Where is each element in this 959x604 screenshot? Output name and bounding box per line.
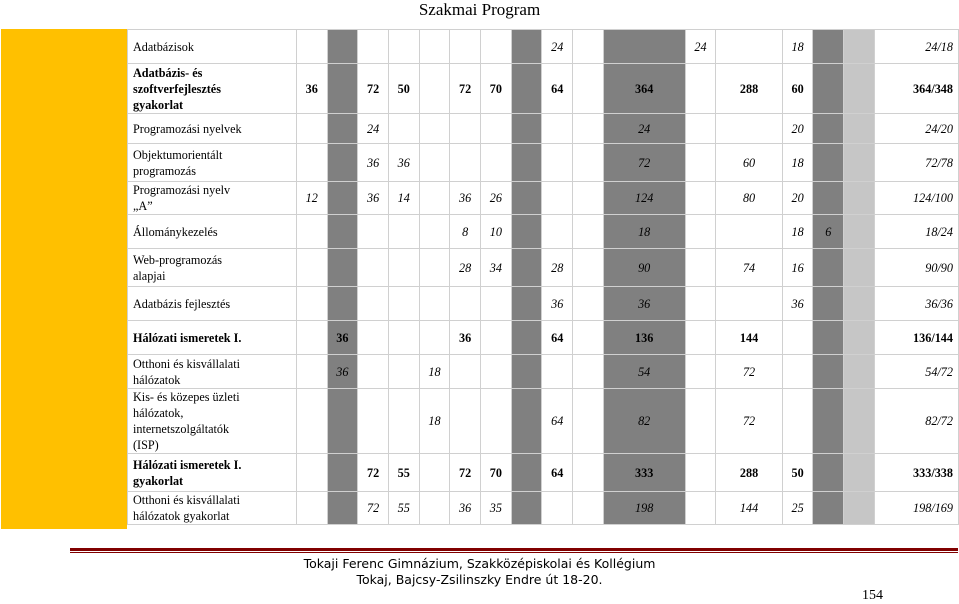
subject-name — [128, 287, 297, 321]
hours-cell — [685, 389, 716, 454]
hours-cell: 18 — [419, 389, 450, 454]
hours-cell: 136 — [603, 321, 685, 355]
subject-name — [128, 64, 297, 114]
hours-cell: 36 — [542, 287, 573, 321]
subject-name-line: „A” — [133, 199, 153, 213]
hours-cell — [813, 355, 844, 389]
hours-cell — [813, 144, 844, 182]
subject-name-line: internetszolgáltatók — [133, 422, 230, 436]
hours-cell: 18 — [603, 215, 685, 249]
hours-cell — [388, 355, 419, 389]
hours-cell — [685, 249, 716, 287]
hours-cell: 55 — [388, 492, 419, 525]
hours-cell: 72 — [358, 492, 389, 525]
hours-cell: 20 — [782, 114, 813, 144]
hours-cell — [685, 114, 716, 144]
hours-cell: 74 — [716, 249, 783, 287]
hours-cell — [542, 114, 573, 144]
hours-cell — [813, 492, 844, 525]
hours-cell — [573, 64, 604, 114]
subject-name — [128, 30, 297, 64]
hours-cell — [542, 144, 573, 182]
hours-cell — [296, 321, 327, 355]
hours-cell — [685, 355, 716, 389]
hours-cell — [716, 287, 783, 321]
hours-cell — [573, 492, 604, 525]
hours-cell: 26 — [480, 182, 511, 215]
hours-cell — [296, 144, 327, 182]
hours-cell — [685, 144, 716, 182]
hours-cell: 70 — [480, 64, 511, 114]
subject-name-line: Otthoni és kisvállalati — [133, 493, 240, 507]
subject-name-line: Web-programozás — [133, 252, 223, 267]
hours-cell: 18 — [419, 355, 450, 389]
page-number: 154 — [862, 588, 883, 603]
hours-cell: 8 — [450, 215, 481, 249]
footer-rule — [70, 548, 958, 551]
hours-cell: 14 — [388, 182, 419, 215]
hours-cell — [573, 355, 604, 389]
hours-cell: 72 — [450, 64, 481, 114]
hours-cell — [511, 454, 542, 492]
hours-cell — [716, 215, 783, 249]
hours-cell — [388, 287, 419, 321]
hours-cell: 72 — [450, 454, 481, 492]
hours-cell — [511, 492, 542, 525]
total-cell: 24/20 — [874, 114, 958, 144]
hours-cell: 144 — [716, 321, 783, 355]
hours-cell — [573, 249, 604, 287]
hours-cell — [419, 114, 450, 144]
hours-cell — [844, 64, 875, 114]
hours-cell: 25 — [782, 492, 813, 525]
hours-cell — [782, 355, 813, 389]
hours-cell — [813, 389, 844, 454]
total-cell: 198/169 — [874, 492, 958, 525]
hours-cell — [542, 355, 573, 389]
hours-cell — [358, 30, 389, 64]
hours-cell — [480, 114, 511, 144]
table-row — [128, 321, 959, 355]
hours-cell — [511, 389, 542, 454]
hours-cell — [844, 321, 875, 355]
hours-cell: 36 — [388, 144, 419, 182]
hours-cell — [685, 492, 716, 525]
hours-cell — [388, 114, 419, 144]
hours-cell — [685, 64, 716, 114]
hours-cell — [450, 389, 481, 454]
hours-cell: 24 — [685, 30, 716, 64]
hours-cell — [358, 249, 389, 287]
hours-cell — [813, 64, 844, 114]
hours-cell — [419, 182, 450, 215]
hours-cell — [419, 64, 450, 114]
subject-name-line: Otthoni és kisvállalati — [133, 356, 240, 371]
hours-cell — [419, 321, 450, 355]
subject-name-line: Hálózati ismeretek I. — [133, 330, 242, 345]
hours-cell — [480, 144, 511, 182]
hours-cell — [813, 30, 844, 64]
hours-cell — [573, 144, 604, 182]
hours-cell: 36 — [358, 144, 389, 182]
hours-cell: 54 — [603, 355, 685, 389]
hours-cell: 82 — [603, 389, 685, 454]
hours-cell: 36 — [327, 321, 358, 355]
hours-cell: 16 — [782, 249, 813, 287]
hours-cell — [844, 144, 875, 182]
hours-cell — [419, 30, 450, 64]
hours-cell — [573, 454, 604, 492]
total-cell: 72/78 — [874, 144, 958, 182]
footer-address: Tokaj, Bajcsy-Zsilinszky Endre út 18-20. — [356, 572, 603, 587]
hours-cell: 72 — [358, 454, 389, 492]
hours-cell — [327, 114, 358, 144]
hours-cell — [603, 30, 685, 64]
hours-cell — [573, 30, 604, 64]
hours-cell: 64 — [542, 64, 573, 114]
hours-cell — [327, 389, 358, 454]
hours-cell — [296, 492, 327, 525]
hours-cell — [511, 249, 542, 287]
hours-cell — [450, 114, 481, 144]
hours-cell — [419, 454, 450, 492]
hours-cell — [782, 321, 813, 355]
hours-cell — [716, 114, 783, 144]
hours-cell — [511, 355, 542, 389]
subject-name-line: Programozási nyelvek — [133, 121, 242, 136]
hours-cell: 36 — [296, 64, 327, 114]
hours-cell: 72 — [716, 389, 783, 454]
hours-cell — [480, 30, 511, 64]
hours-cell — [450, 144, 481, 182]
hours-cell — [782, 389, 813, 454]
hours-cell — [327, 144, 358, 182]
total-cell: 36/36 — [874, 287, 958, 321]
hours-cell — [327, 492, 358, 525]
total-cell: 90/90 — [874, 249, 958, 287]
hours-cell: 36 — [450, 492, 481, 525]
table-row — [128, 287, 959, 321]
hours-cell — [573, 114, 604, 144]
hours-cell: 364 — [603, 64, 685, 114]
hours-cell — [388, 389, 419, 454]
hours-cell — [511, 215, 542, 249]
hours-cell — [844, 389, 875, 454]
hours-cell: 60 — [782, 64, 813, 114]
hours-cell — [296, 355, 327, 389]
hours-cell — [844, 215, 875, 249]
hours-cell: 64 — [542, 321, 573, 355]
subject-name-line: Állománykezelés — [133, 224, 218, 239]
page-title: Szakmai Program — [418, 0, 541, 19]
hours-cell — [511, 30, 542, 64]
subject-name — [128, 144, 297, 182]
subject-name-line: szoftverfejlesztés — [133, 81, 221, 96]
hours-cell — [716, 30, 783, 64]
hours-cell — [327, 249, 358, 287]
hours-cell — [419, 249, 450, 287]
hours-cell: 10 — [480, 215, 511, 249]
hours-cell — [388, 321, 419, 355]
table-row — [128, 182, 959, 215]
hours-cell — [844, 30, 875, 64]
subject-name-line: hálózatok gyakorlat — [133, 509, 230, 523]
hours-cell — [327, 287, 358, 321]
hours-cell: 50 — [782, 454, 813, 492]
subject-name-line: alapjai — [133, 268, 166, 283]
hours-cell: 70 — [480, 454, 511, 492]
hours-cell — [685, 182, 716, 215]
subject-name-line: Adatbázis- és — [133, 65, 203, 80]
hours-cell: 24 — [358, 114, 389, 144]
hours-cell — [844, 249, 875, 287]
hours-cell — [511, 182, 542, 215]
hours-cell — [327, 64, 358, 114]
hours-cell — [296, 249, 327, 287]
hours-cell: 55 — [388, 454, 419, 492]
table-row — [128, 389, 959, 454]
subject-name-line: Programozási nyelv — [133, 183, 231, 197]
subject-name-line: Adatbázis fejlesztés — [133, 296, 231, 311]
hours-cell — [844, 114, 875, 144]
hours-cell — [844, 287, 875, 321]
hours-cell — [685, 287, 716, 321]
hours-cell: 64 — [542, 389, 573, 454]
hours-cell — [813, 454, 844, 492]
hours-cell — [813, 287, 844, 321]
curriculum-table — [127, 29, 959, 525]
table-row — [128, 64, 959, 114]
table-row — [128, 454, 959, 492]
subject-name-line: hálózatok, — [133, 406, 184, 420]
table-row — [128, 30, 959, 64]
hours-cell — [813, 114, 844, 144]
total-cell: 24/18 — [874, 30, 958, 64]
hours-cell — [388, 249, 419, 287]
hours-cell: 198 — [603, 492, 685, 525]
hours-cell — [480, 321, 511, 355]
hours-cell — [296, 30, 327, 64]
hours-cell — [358, 321, 389, 355]
hours-cell: 64 — [542, 454, 573, 492]
hours-cell: 12 — [296, 182, 327, 215]
subject-name — [128, 249, 297, 287]
hours-cell — [450, 30, 481, 64]
hours-cell — [480, 287, 511, 321]
hours-cell — [388, 30, 419, 64]
hours-cell — [844, 182, 875, 215]
hours-cell — [296, 287, 327, 321]
hours-cell: 35 — [480, 492, 511, 525]
total-cell: 54/72 — [874, 355, 958, 389]
hours-cell — [511, 287, 542, 321]
total-cell: 124/100 — [874, 182, 958, 215]
hours-cell: 72 — [603, 144, 685, 182]
hours-cell — [511, 144, 542, 182]
subject-name — [128, 114, 297, 144]
subject-name-line: programozás — [133, 163, 196, 178]
hours-cell — [573, 321, 604, 355]
hours-cell: 333 — [603, 454, 685, 492]
hours-cell — [358, 287, 389, 321]
hours-cell — [685, 454, 716, 492]
subject-name — [128, 389, 297, 454]
hours-cell: 24 — [603, 114, 685, 144]
hours-cell: 72 — [716, 355, 783, 389]
table-row — [128, 215, 959, 249]
hours-cell — [327, 454, 358, 492]
footer-rule-thin — [70, 552, 958, 553]
hours-cell: 124 — [603, 182, 685, 215]
hours-cell — [327, 215, 358, 249]
hours-cell: 36 — [782, 287, 813, 321]
hours-cell — [573, 287, 604, 321]
hours-cell: 36 — [358, 182, 389, 215]
total-cell: 136/144 — [874, 321, 958, 355]
subject-name — [128, 492, 297, 525]
hours-cell — [358, 215, 389, 249]
hours-cell — [542, 215, 573, 249]
hours-cell: 36 — [450, 321, 481, 355]
hours-cell — [327, 182, 358, 215]
yellow-sidebar — [1, 29, 127, 529]
subject-name — [128, 215, 297, 249]
hours-cell: 60 — [716, 144, 783, 182]
hours-cell: 288 — [716, 64, 783, 114]
hours-cell — [480, 389, 511, 454]
hours-cell — [813, 182, 844, 215]
table-row — [128, 355, 959, 389]
subject-name-line: (ISP) — [133, 438, 159, 452]
hours-cell — [296, 389, 327, 454]
table-body — [128, 30, 959, 525]
subject-name-line: Hálózati ismeretek I. — [133, 457, 242, 472]
subject-name-line: Adatbázisok — [133, 39, 194, 54]
total-cell: 364/348 — [874, 64, 958, 114]
hours-cell — [844, 454, 875, 492]
hours-cell — [327, 30, 358, 64]
hours-cell — [480, 355, 511, 389]
hours-cell: 90 — [603, 249, 685, 287]
subject-name-line: gyakorlat — [133, 97, 184, 112]
hours-cell: 36 — [603, 287, 685, 321]
hours-cell — [450, 355, 481, 389]
subject-name — [128, 182, 297, 215]
subject-name-line: Kis- és közepes üzleti — [133, 390, 240, 404]
hours-cell: 20 — [782, 182, 813, 215]
hours-cell — [573, 389, 604, 454]
hours-cell — [813, 249, 844, 287]
hours-cell: 24 — [542, 30, 573, 64]
hours-cell — [685, 321, 716, 355]
hours-cell: 18 — [782, 144, 813, 182]
hours-cell — [296, 454, 327, 492]
hours-cell: 80 — [716, 182, 783, 215]
hours-cell — [511, 114, 542, 144]
hours-cell — [419, 492, 450, 525]
total-cell: 333/338 — [874, 454, 958, 492]
hours-cell — [685, 215, 716, 249]
subject-name-line: hálózatok — [133, 372, 181, 387]
hours-cell: 72 — [358, 64, 389, 114]
hours-cell — [419, 287, 450, 321]
hours-cell — [844, 492, 875, 525]
hours-cell — [542, 492, 573, 525]
hours-cell — [511, 321, 542, 355]
hours-cell — [813, 321, 844, 355]
hours-cell — [419, 215, 450, 249]
subject-name-line: gyakorlat — [133, 473, 184, 488]
table-row — [128, 492, 959, 525]
hours-cell: 36 — [327, 355, 358, 389]
hours-cell — [542, 182, 573, 215]
hours-cell — [573, 215, 604, 249]
hours-cell: 144 — [716, 492, 783, 525]
hours-cell — [358, 355, 389, 389]
subject-name — [128, 454, 297, 492]
hours-cell — [358, 389, 389, 454]
hours-cell: 28 — [542, 249, 573, 287]
hours-cell: 18 — [782, 215, 813, 249]
total-cell: 18/24 — [874, 215, 958, 249]
table-row — [128, 114, 959, 144]
hours-cell — [511, 64, 542, 114]
hours-cell — [419, 144, 450, 182]
hours-cell: 36 — [450, 182, 481, 215]
total-cell: 82/72 — [874, 389, 958, 454]
hours-cell — [296, 114, 327, 144]
hours-cell: 34 — [480, 249, 511, 287]
hours-cell — [388, 215, 419, 249]
footer-school-name: Tokaji Ferenc Gimnázium, Szakközépiskolai és Kollégium — [303, 556, 656, 571]
hours-cell: 28 — [450, 249, 481, 287]
hours-cell — [844, 355, 875, 389]
hours-cell: 6 — [813, 215, 844, 249]
hours-cell: 50 — [388, 64, 419, 114]
hours-cell — [450, 287, 481, 321]
hours-cell: 288 — [716, 454, 783, 492]
subject-name — [128, 355, 297, 389]
hours-cell — [573, 182, 604, 215]
table-row — [128, 249, 959, 287]
subject-name-line: Objektumorientált — [133, 147, 223, 162]
hours-cell: 18 — [782, 30, 813, 64]
subject-name — [128, 321, 297, 355]
hours-cell — [296, 215, 327, 249]
table-row — [128, 144, 959, 182]
